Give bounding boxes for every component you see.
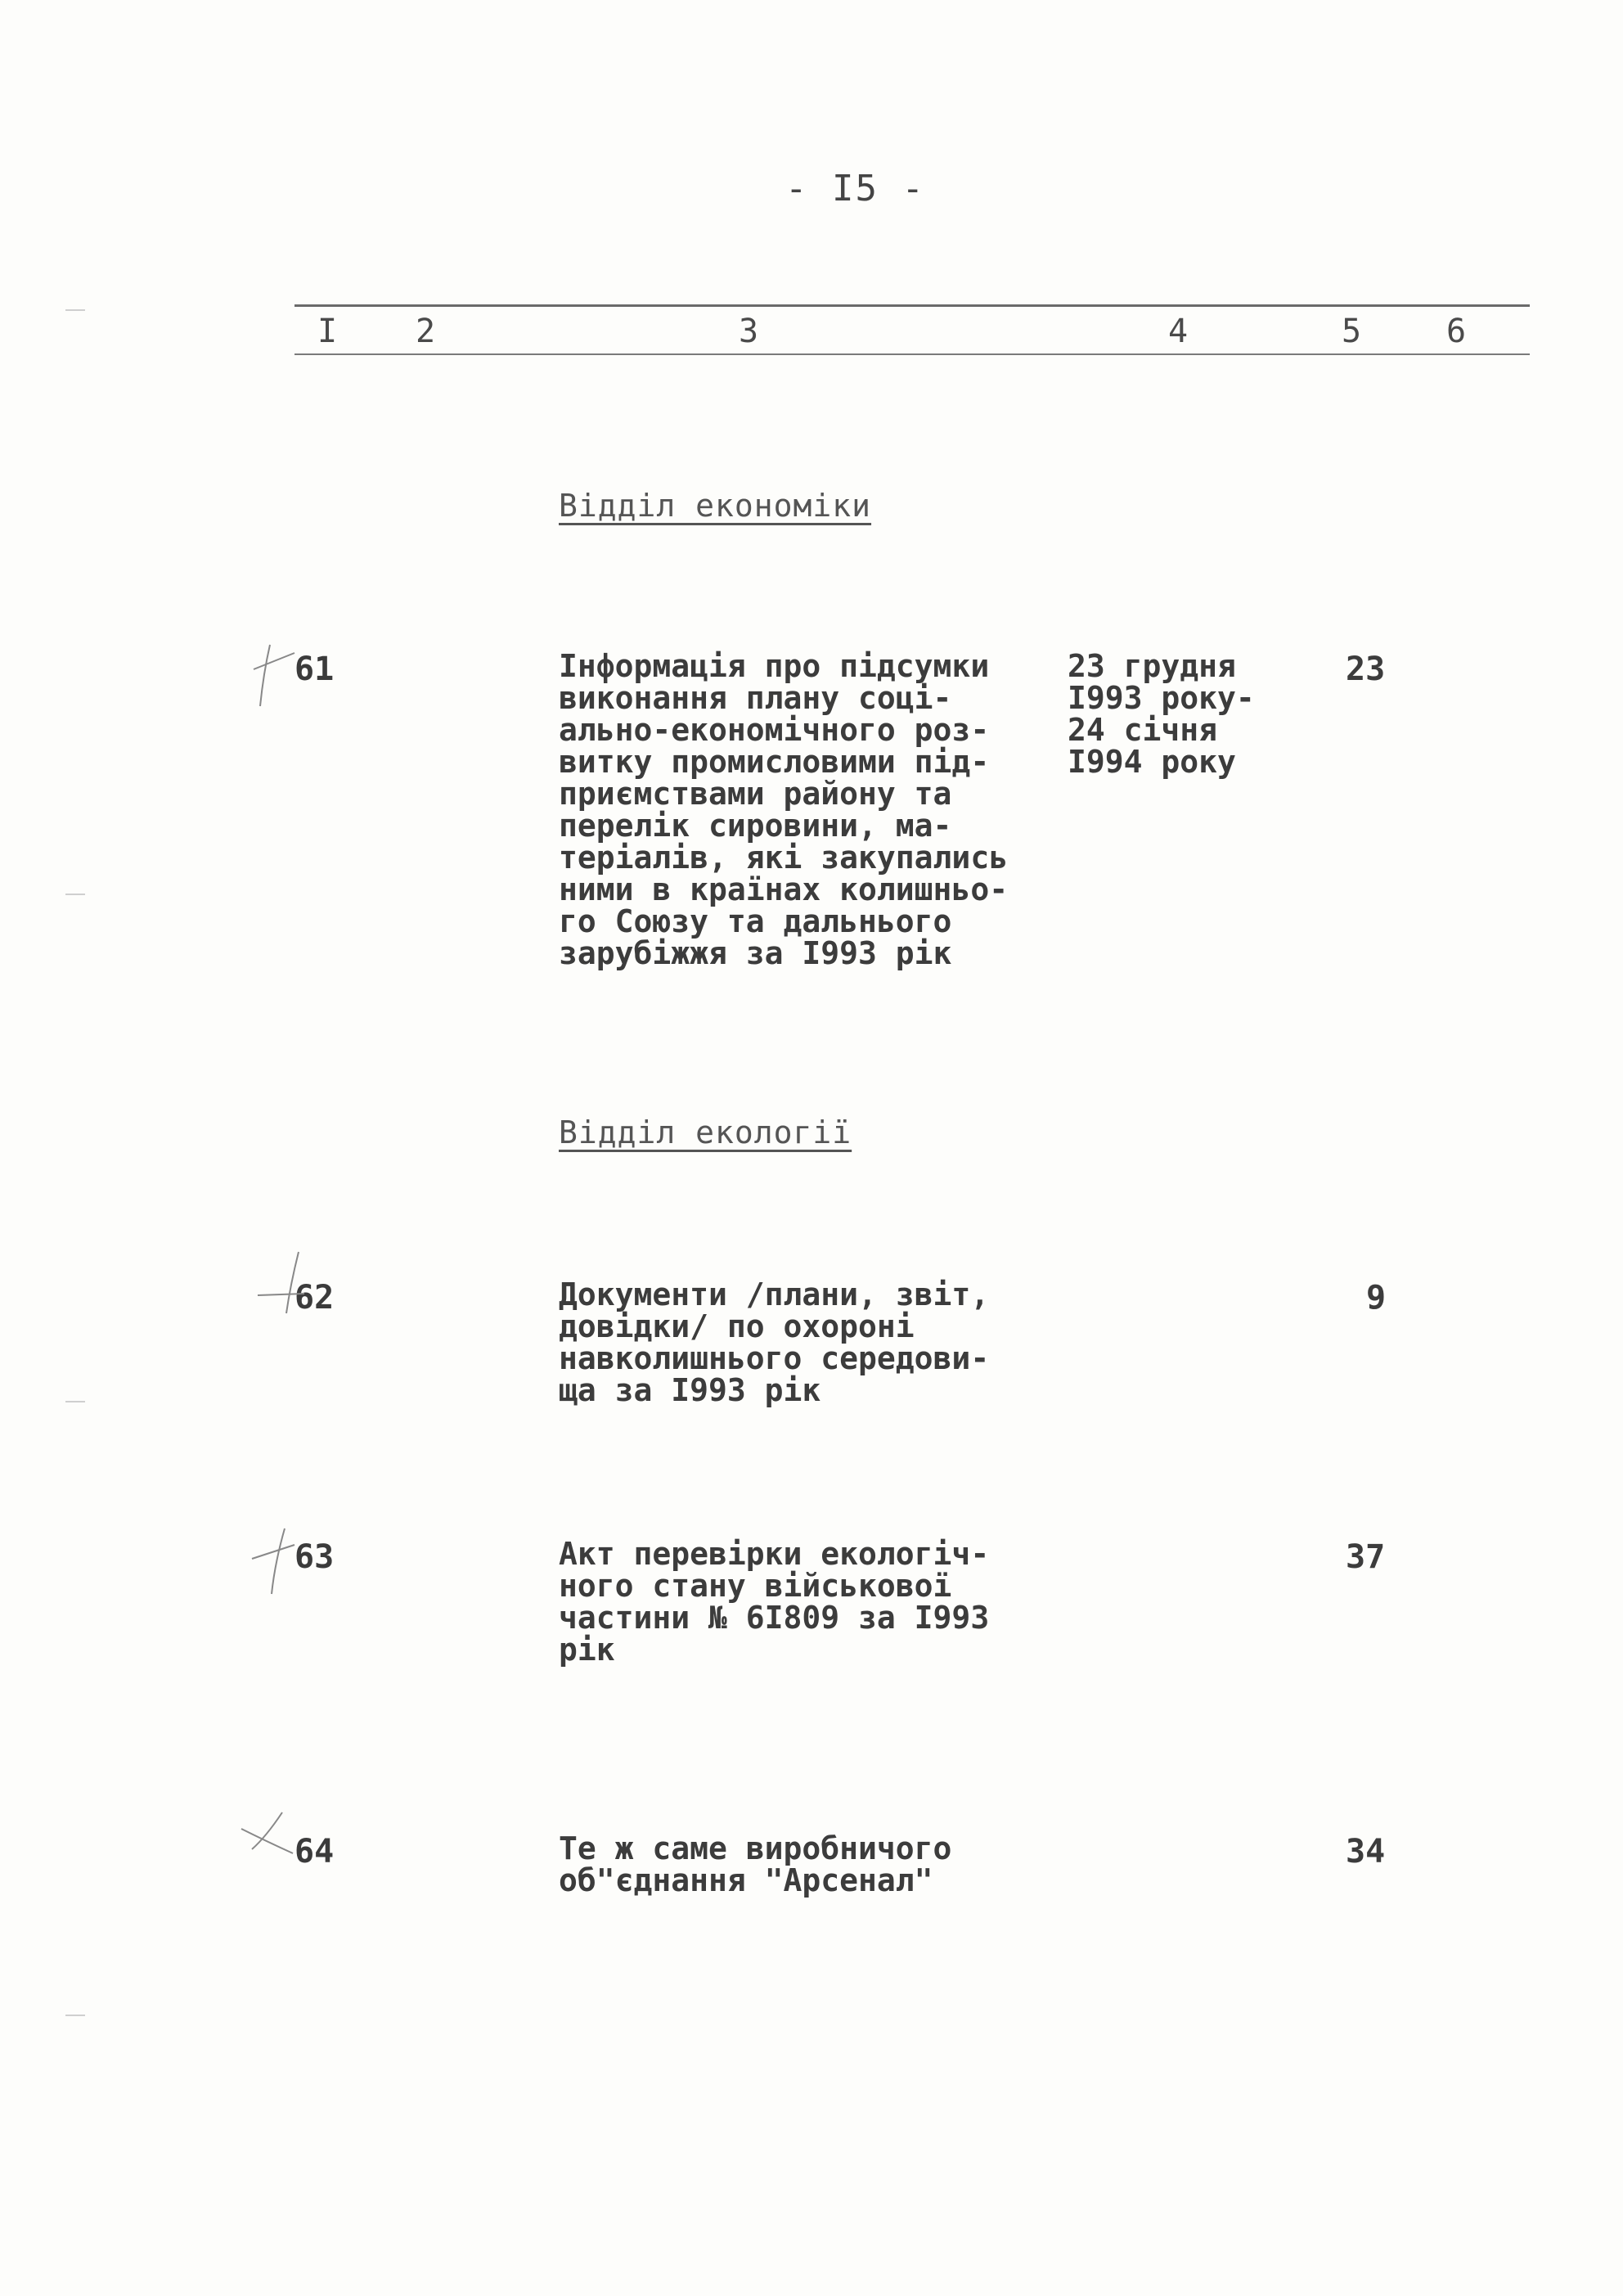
- checkmark-icon: [237, 1804, 294, 1878]
- checkmark-icon: [245, 637, 303, 710]
- page-number: - I5 -: [785, 168, 925, 209]
- column-header-4: 4: [1168, 313, 1189, 350]
- column-header-1: I: [317, 313, 338, 350]
- column-header-3: 3: [739, 313, 759, 350]
- column-header-6: 6: [1446, 313, 1467, 350]
- item-description-62: Документи /плани, звіт, довідки/ по охороні навколишнього середови- ща за I993 рік: [559, 1276, 990, 1408]
- item-description-63: Акт перевірки екологіч- ного стану військової частини № 6I809 за I993 рік: [559, 1536, 990, 1668]
- item-sheets-63: 37: [1346, 1538, 1386, 1576]
- item-description-64: Те ж саме виробничого об"єднання "Арсенал": [559, 1830, 952, 1898]
- margin-mark: [65, 1401, 85, 1402]
- item-number-62: 62: [294, 1279, 335, 1317]
- item-number-63: 63: [294, 1538, 335, 1576]
- section-heading-ecology: Відділ екології: [559, 1114, 852, 1150]
- margin-mark: [65, 2015, 85, 2016]
- item-dates-61: 23 грудня I993 року- 24 січня I994 року: [1068, 648, 1255, 780]
- item-description-61: Інформація про підсумки виконання плану соці- ально-економічного роз- витку промисловими під- приємствами району та перелік сировини, ма- теріалів, які закупались ними в країнах колишньо- го Союзу та дальнього зарубіжжя за I993 рік: [559, 648, 1009, 971]
- header-top-rule: [294, 304, 1530, 307]
- column-header-2: 2: [416, 313, 436, 350]
- item-number-64: 64: [294, 1833, 335, 1871]
- column-header-5: 5: [1342, 313, 1362, 350]
- item-number-61: 61: [294, 651, 335, 688]
- margin-mark: [65, 309, 85, 311]
- item-sheets-64: 34: [1346, 1833, 1386, 1871]
- section-heading-economics: Відділ економіки: [559, 488, 872, 524]
- checkmark-icon: [254, 1248, 311, 1321]
- checkmark-icon: [245, 1522, 303, 1596]
- item-sheets-61: 23: [1346, 651, 1386, 688]
- header-bottom-rule: [294, 353, 1530, 355]
- margin-mark: [65, 894, 85, 895]
- item-sheets-62: 9: [1366, 1279, 1387, 1317]
